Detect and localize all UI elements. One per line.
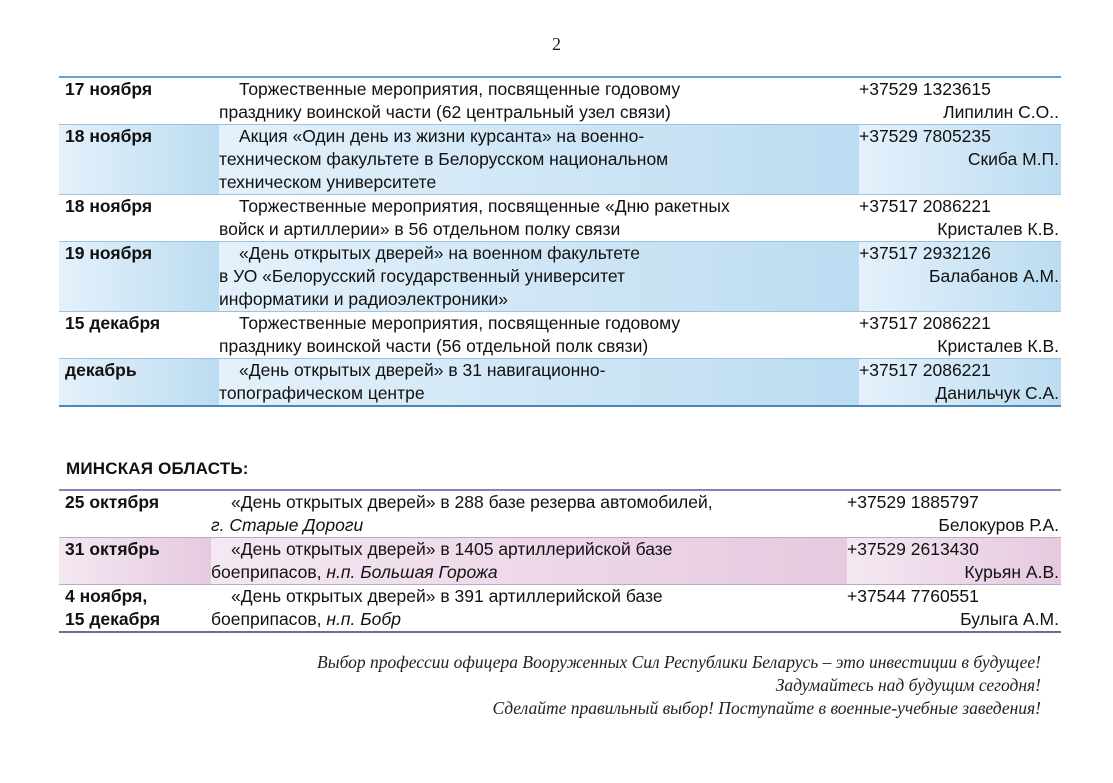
event-contact xyxy=(859,312,1061,359)
event-date: 18 ноября xyxy=(59,195,219,242)
event-contact xyxy=(859,359,1061,407)
event-date-text: 31 октябрь xyxy=(65,539,160,559)
event-description xyxy=(219,125,859,195)
event-date xyxy=(59,585,211,633)
contact-person: Балабанов А.М. xyxy=(928,266,1059,286)
event-description xyxy=(219,77,859,125)
location-text: н.п. Большая Горожа xyxy=(326,562,498,582)
description-line: «День открытых дверей» в 391 артиллерийской базе xyxy=(231,586,663,606)
description-line: войск и артиллерии» в 56 отдельном полку связи xyxy=(219,219,621,239)
description-line xyxy=(211,561,847,584)
event-description xyxy=(219,195,859,242)
contact-person: Скиба М.П. xyxy=(967,149,1059,169)
event-row xyxy=(59,195,1061,242)
event-row xyxy=(59,125,1061,195)
events-table-minsk-region xyxy=(59,489,1061,633)
location-text: г. Старые Дороги xyxy=(211,515,364,535)
event-contact xyxy=(847,538,1061,585)
event-date xyxy=(59,538,211,585)
event-description xyxy=(211,585,847,633)
event-row xyxy=(59,538,1061,585)
event-row xyxy=(59,359,1061,407)
event-row xyxy=(59,490,1061,538)
description-line: техническом университете xyxy=(219,172,437,192)
contact-phone: +37529 2613430 xyxy=(847,539,979,559)
footer-line: Выбор профессии офицера Вооруженных Сил Республики Беларусь – это инвестиции в будущее! xyxy=(317,652,1041,672)
contact-person: Белокуров Р.А. xyxy=(938,515,1059,535)
description-line: «День открытых дверей» в 288 базе резерва автомобилей, xyxy=(231,492,713,512)
footer-line: Задумайтесь над будущим сегодня! xyxy=(775,675,1041,695)
contact-person: Кристалев К.В. xyxy=(937,336,1059,356)
event-description xyxy=(219,242,859,312)
event-date-text: 4 ноября, xyxy=(65,586,148,606)
description-line: топографическом центре xyxy=(219,383,425,403)
contact-person: Липилин С.О.. xyxy=(943,102,1059,122)
description-line: празднику воинской части (56 отдельной полк связи) xyxy=(219,336,649,356)
event-date-text: 15 декабря xyxy=(65,609,161,629)
event-date: 15 декабря xyxy=(59,312,219,359)
contact-person: Булыга А.М. xyxy=(960,609,1059,629)
contact-phone: +37529 1323615 xyxy=(859,79,991,99)
event-row xyxy=(59,312,1061,359)
footer-line: Сделайте правильный выбор! Поступайте в военные-учебные заведения! xyxy=(492,698,1041,718)
contact-phone: +37517 2086221 xyxy=(859,196,991,216)
event-date: 19 ноября xyxy=(59,242,219,312)
event-description xyxy=(211,490,847,538)
location-text: н.п. Бобр xyxy=(326,609,401,629)
description-line: информатики и радиоэлектроники» xyxy=(219,289,509,309)
event-row xyxy=(59,77,1061,125)
event-contact xyxy=(847,585,1061,633)
event-description xyxy=(219,359,859,407)
description-line: празднику воинской части (62 центральный узел связи) xyxy=(219,102,671,122)
region-title: МИНСКАЯ ОБЛАСТЬ: xyxy=(66,459,249,478)
event-description xyxy=(219,312,859,359)
description-line xyxy=(211,514,847,537)
description-line: «День открытых дверей» в 1405 артиллерийской базе xyxy=(231,539,673,559)
contact-person: Курьян А.В. xyxy=(964,562,1059,582)
description-line: Торжественные мероприятия, посвященные «Дню ракетных xyxy=(239,196,730,216)
contact-phone: +37517 2086221 xyxy=(859,360,991,380)
event-contact xyxy=(859,77,1061,125)
event-contact xyxy=(859,242,1061,312)
event-contact xyxy=(859,125,1061,195)
contact-phone: +37529 1885797 xyxy=(847,492,979,512)
contact-phone: +37517 2086221 xyxy=(859,313,991,333)
footer-slogan xyxy=(317,651,1041,720)
contact-person: Данильчук С.А. xyxy=(935,383,1059,403)
event-contact xyxy=(859,195,1061,242)
description-text: боеприпасов, xyxy=(211,562,327,582)
events-table-minsk-city xyxy=(59,76,1061,407)
description-line: в УО «Белорусский государственный университет xyxy=(219,266,626,286)
event-date-text: 25 октября xyxy=(65,492,160,512)
event-row xyxy=(59,242,1061,312)
description-line: «День открытых дверей» на военном факультете xyxy=(239,243,640,263)
description-text: боеприпасов, xyxy=(211,609,327,629)
event-date xyxy=(59,490,211,538)
description-line xyxy=(211,608,847,631)
description-line: Торжественные мероприятия, посвященные годовому xyxy=(239,313,681,333)
event-date: 18 ноября xyxy=(59,125,219,195)
description-line: Торжественные мероприятия, посвященные годовому xyxy=(239,79,681,99)
event-contact xyxy=(847,490,1061,538)
contact-phone: +37544 7760551 xyxy=(847,586,979,606)
event-description xyxy=(211,538,847,585)
event-date: декабрь xyxy=(59,359,219,407)
description-line: техническом факультете в Белорусском национальном xyxy=(219,149,669,169)
contact-phone: +37529 7805235 xyxy=(859,126,991,146)
description-line: Акция «Один день из жизни курсанта» на военно- xyxy=(239,126,645,146)
event-date: 17 ноября xyxy=(65,79,153,99)
description-line: «День открытых дверей» в 31 навигационно- xyxy=(239,360,606,380)
page-number: 2 xyxy=(552,34,561,54)
event-row xyxy=(59,585,1061,633)
contact-phone: +37517 2932126 xyxy=(859,243,991,263)
contact-person: Кристалев К.В. xyxy=(937,219,1059,239)
